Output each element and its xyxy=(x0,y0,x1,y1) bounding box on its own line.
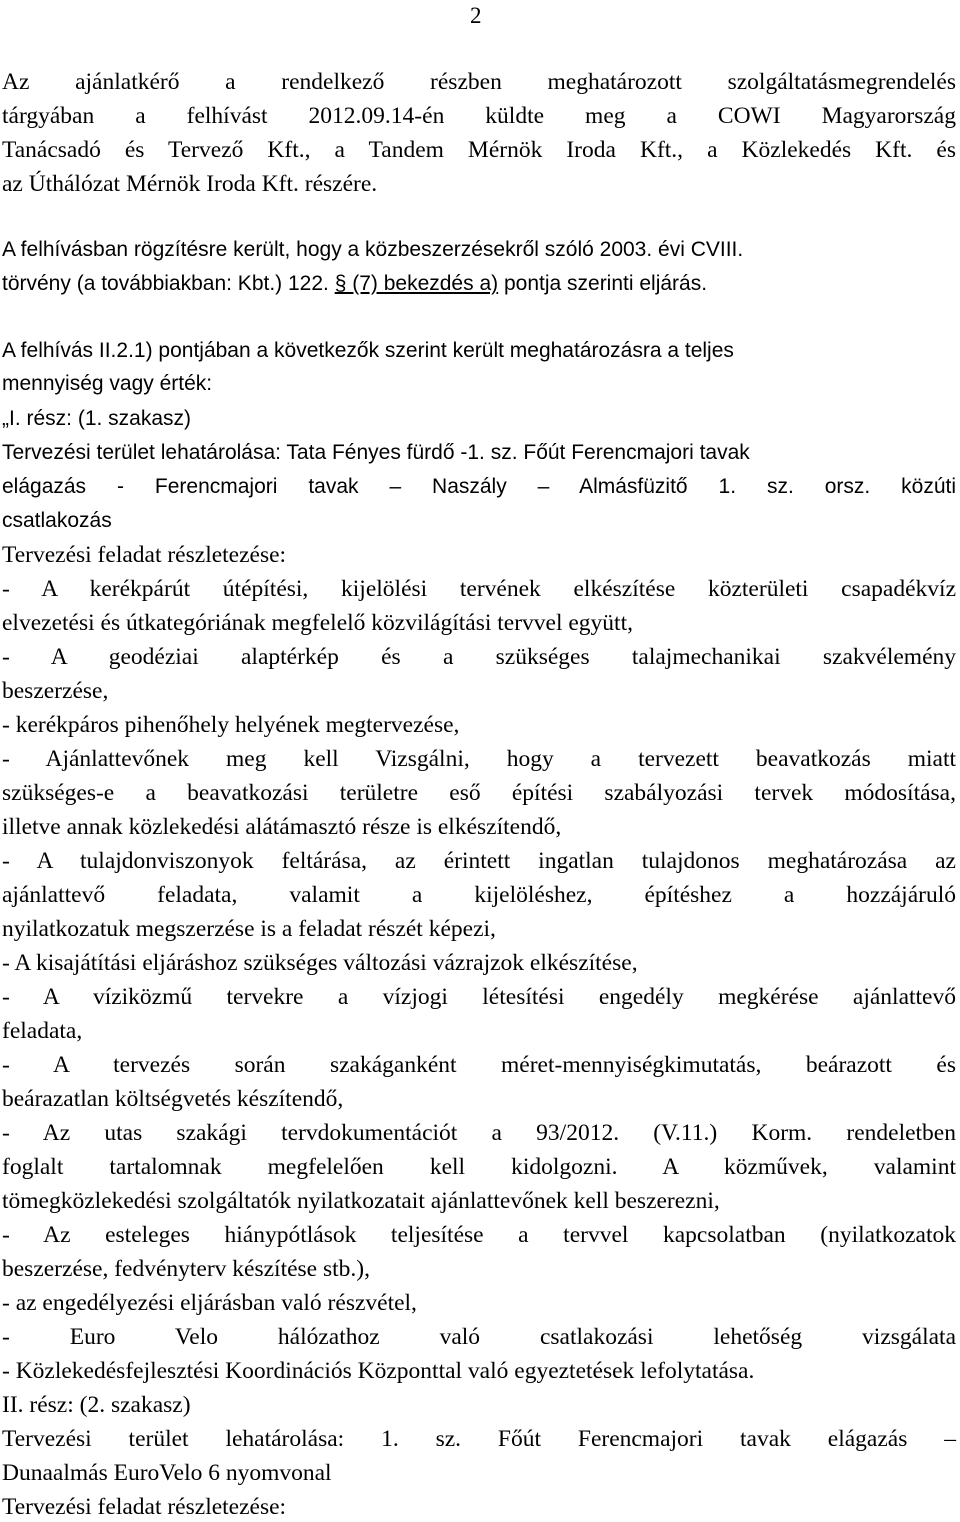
part-1-task-line: beszerzése, xyxy=(2,678,109,704)
part-1-task-line: - A kisajátítási eljáráshoz szükséges változási vázrajzok elkészítése, xyxy=(2,950,638,976)
part-1-task-line: - A tulajdonviszonyok feltárása, az érintett ingatlan tulajdonos meghatározása az xyxy=(2,848,956,874)
part-1-task-line: ajánlattevő feladata, valamit a kijelöléshez, építéshez a hozzájáruló xyxy=(2,882,956,908)
part-1-task-line: beárazatlan költségvetés készítendő, xyxy=(2,1086,344,1112)
part-1-task-line: - Euro Velo hálózathoz való csatlakozási lehetőség vizsgálata xyxy=(2,1324,956,1350)
paragraph-2-line-2 xyxy=(2,269,956,299)
paragraph-3-line-4: Tervezési terület lehatárolása: Tata Fényes fürdő -1. sz. Főút Ferencmajori tavak xyxy=(2,441,750,464)
part-1-task-line: nyilatkozatuk megszerzése is a feladat részét képezi, xyxy=(2,916,496,942)
part-1-task-line: tömegközlekedési szolgáltatók nyilatkozatait ajánlattevőnek kell beszerezni, xyxy=(2,1188,720,1214)
paragraph-2-line-1: A felhívásban rögzítésre került, hogy a közbeszerzésekről szóló 2003. évi CVIII. xyxy=(2,238,744,261)
paragraph-1-line-3: Tanácsadó és Tervező Kft., a Tandem Mérnök Iroda Kft., a Közlekedés Kft. és xyxy=(2,137,956,163)
part-2-task-heading: Tervezési feladat részletezése: xyxy=(2,1494,287,1520)
part-1-task-line: - A víziközmű tervekre a vízjogi létesítési engedély megkérése ajánlattevő xyxy=(2,984,956,1010)
part-1-task-line: - A geodéziai alaptérkép és a szükséges talajmechanikai szakvélemény xyxy=(2,644,956,670)
paragraph-3-line-2: mennyiség vagy érték: xyxy=(2,372,213,395)
paragraph-3-line-6: csatlakozás xyxy=(2,509,112,532)
paragraph-1-line-1: Az ajánlatkérő a rendelkező részben meghatározott szolgáltatásmegrendelés xyxy=(2,69,956,95)
part-1-task-line: - Ajánlattevőnek meg kell Vizsgálni, hogy a tervezett beavatkozás miatt xyxy=(2,746,956,772)
section-reference-link[interactable]: § (7) bekezdés a) xyxy=(334,272,499,295)
part-1-task-line: elvezetési és útkategóriának megfelelő közvilágítási tervvel együtt, xyxy=(2,610,633,636)
part-1-task-line: feladata, xyxy=(2,1018,83,1044)
part-1-task-line: - A tervezés során szakáganként méret-mennyiségkimutatás, beárazott és xyxy=(2,1052,956,1078)
part-1-heading: „I. rész: (1. szakasz) xyxy=(2,407,192,430)
part-2-line-2: Dunaalmás EuroVelo 6 nyomvonal xyxy=(2,1460,332,1486)
part-1-task-line: - az engedélyezési eljárásban való részvétel, xyxy=(2,1290,417,1316)
part-1-task-line: beszerzése, fedvényterv készítése stb.), xyxy=(2,1256,370,1282)
paragraph-2-line-2-end: pontja szerinti eljárás. xyxy=(498,272,708,295)
part-1-task-line: - Az esteleges hiánypótlások teljesítése a tervvel kapcsolatban (nyilatkozatok xyxy=(2,1222,956,1248)
paragraph-3-line-1: A felhívás II.2.1) pontjában a következők szerint került meghatározásra a teljes xyxy=(2,339,734,362)
part-1-task-heading: Tervezési feladat részletezése: xyxy=(2,542,287,568)
part-1-task-line: - kerékpáros pihenőhely helyének megtervezése, xyxy=(2,712,460,738)
part-1-task-line: - A kerékpárút útépítési, kijelölési tervének elkészítése közterületi csapadékvíz xyxy=(2,576,956,602)
part-1-task-line: - Az utas szakági tervdokumentációt a 93/2012. (V.11.) Korm. rendeletben xyxy=(2,1120,956,1146)
paragraph-1-line-4: az Úthálózat Mérnök Iroda Kft. részére. xyxy=(2,171,378,197)
part-1-task-line: szükséges-e a beavatkozási területre eső építési szabályozási tervek módosítása, xyxy=(2,780,956,806)
part-1-task-line: illetve annak közlekedési alátámasztó része is elkészítendő, xyxy=(2,814,562,840)
part-2-heading: II. rész: (2. szakasz) xyxy=(2,1392,191,1418)
paragraph-1-line-2: tárgyában a felhívást 2012.09.14-én küldte meg a COWI Magyarország xyxy=(2,103,956,129)
part-1-task-line: - Közlekedésfejlesztési Koordinációs Központtal való egyeztetések lefolytatása. xyxy=(2,1358,755,1384)
paragraph-2-line-2-start: törvény (a továbbiakban: Kbt.) 122. xyxy=(2,272,335,295)
paragraph-3-line-5: elágazás - Ferencmajori tavak – Naszály – Almásfüzitő 1. sz. orsz. közúti xyxy=(2,475,956,498)
part-2-line-1: Tervezési terület lehatárolása: 1. sz. Főút Ferencmajori tavak elágazás – xyxy=(2,1426,956,1452)
page-number: 2 xyxy=(470,3,482,28)
part-1-task-line: foglalt tartalomnak megfelelően kell kidolgozni. A közművek, valamint xyxy=(2,1154,956,1180)
